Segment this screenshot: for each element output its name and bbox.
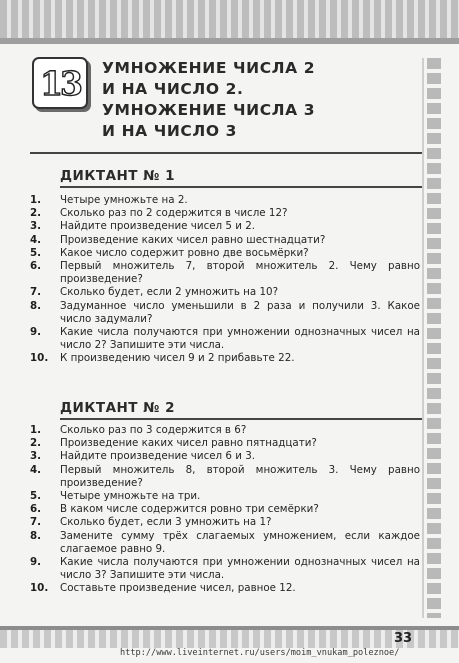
list-item: 4. Произведение каких чисел равно шестнадцати? xyxy=(30,233,326,246)
chapter-number-badge xyxy=(32,57,88,109)
chapter-title-line: УМНОЖЕНИЕ ЧИСЛА 3 xyxy=(102,101,316,119)
dictation-1-underline xyxy=(60,186,422,188)
list-item: 6. Первый множитель 7, второй множитель 2. Чему равно произведение? xyxy=(30,260,420,286)
list-item: 5. Четыре умножьте на три. xyxy=(30,490,201,503)
top-decorative-band xyxy=(0,0,459,44)
list-item: 7. Сколько будет, если 2 умножить на 10? xyxy=(30,286,279,299)
chapter-title-line: И НА ЧИСЛО 3 xyxy=(102,122,238,140)
chapter-number: 13 xyxy=(40,63,80,103)
list-item: 1. Сколько раз по 3 содержится в 6? xyxy=(30,424,247,436)
list-item: 10. Составьте произведение чисел, равное 12. xyxy=(30,582,296,595)
chapter-title-line: УМНОЖЕНИЕ ЧИСЛА 2 xyxy=(102,59,316,77)
list-item: 5. Какое число содержит ровно две восьмёрки? xyxy=(30,246,309,259)
list-item: 9. Какие числа получаются при умножении однозначных чисел на число 3? Запишите эти числа. xyxy=(30,556,420,582)
list-item: 7. Сколько будет, если 3 умножить на 1? xyxy=(30,516,272,529)
chapter-title xyxy=(102,58,412,142)
list-item: 4. Первый множитель 8, второй множитель 3. Чему равно произведение? xyxy=(30,463,420,489)
list-item: 2. Произведение каких чисел равно пятнадцати? xyxy=(30,437,317,450)
dictation-1-list xyxy=(30,194,420,366)
chapter-title-line: И НА ЧИСЛО 2. xyxy=(102,80,244,98)
title-divider xyxy=(30,152,422,154)
list-item: 9. Какие числа получаются при умножении однозначных чисел на число 2? Запишите эти числа. xyxy=(30,326,420,352)
right-margin-line xyxy=(422,58,424,618)
list-item: 6. В каком числе содержится ровно три семёрки? xyxy=(30,503,319,516)
right-decorative-strip xyxy=(427,58,441,618)
list-item: 1. Четыре умножьте на 2. xyxy=(30,194,188,206)
list-item: 10. К произведению чисел 9 и 2 прибавьте 22. xyxy=(30,352,295,365)
dictation-1-heading: ДИКТАНТ № 1 xyxy=(60,168,176,184)
bottom-decorative-band xyxy=(0,626,459,648)
list-item: 8. Задуманное число уменьшили в 2 раза и получили 3. Какое число задумали? xyxy=(30,299,420,325)
list-item: 3. Найдите произведение чисел 6 и 3. xyxy=(30,450,256,463)
list-item: 3. Найдите произведение чисел 5 и 2. xyxy=(30,220,256,233)
list-item: 2. Сколько раз по 2 содержится в числе 12? xyxy=(30,207,288,220)
dictation-2-heading: ДИКТАНТ № 2 xyxy=(60,400,176,416)
dictation-2-underline xyxy=(60,418,422,420)
list-item: 8. Замените сумму трёх слагаемых умножением, если каждое слагаемое равно 9. xyxy=(30,529,420,555)
dictation-2-list xyxy=(30,424,420,596)
page-number: 33 xyxy=(394,631,413,646)
watermark-url: http://www.liveinternet.ru/users/moim_vnukam_poleznoe/ xyxy=(120,648,400,658)
